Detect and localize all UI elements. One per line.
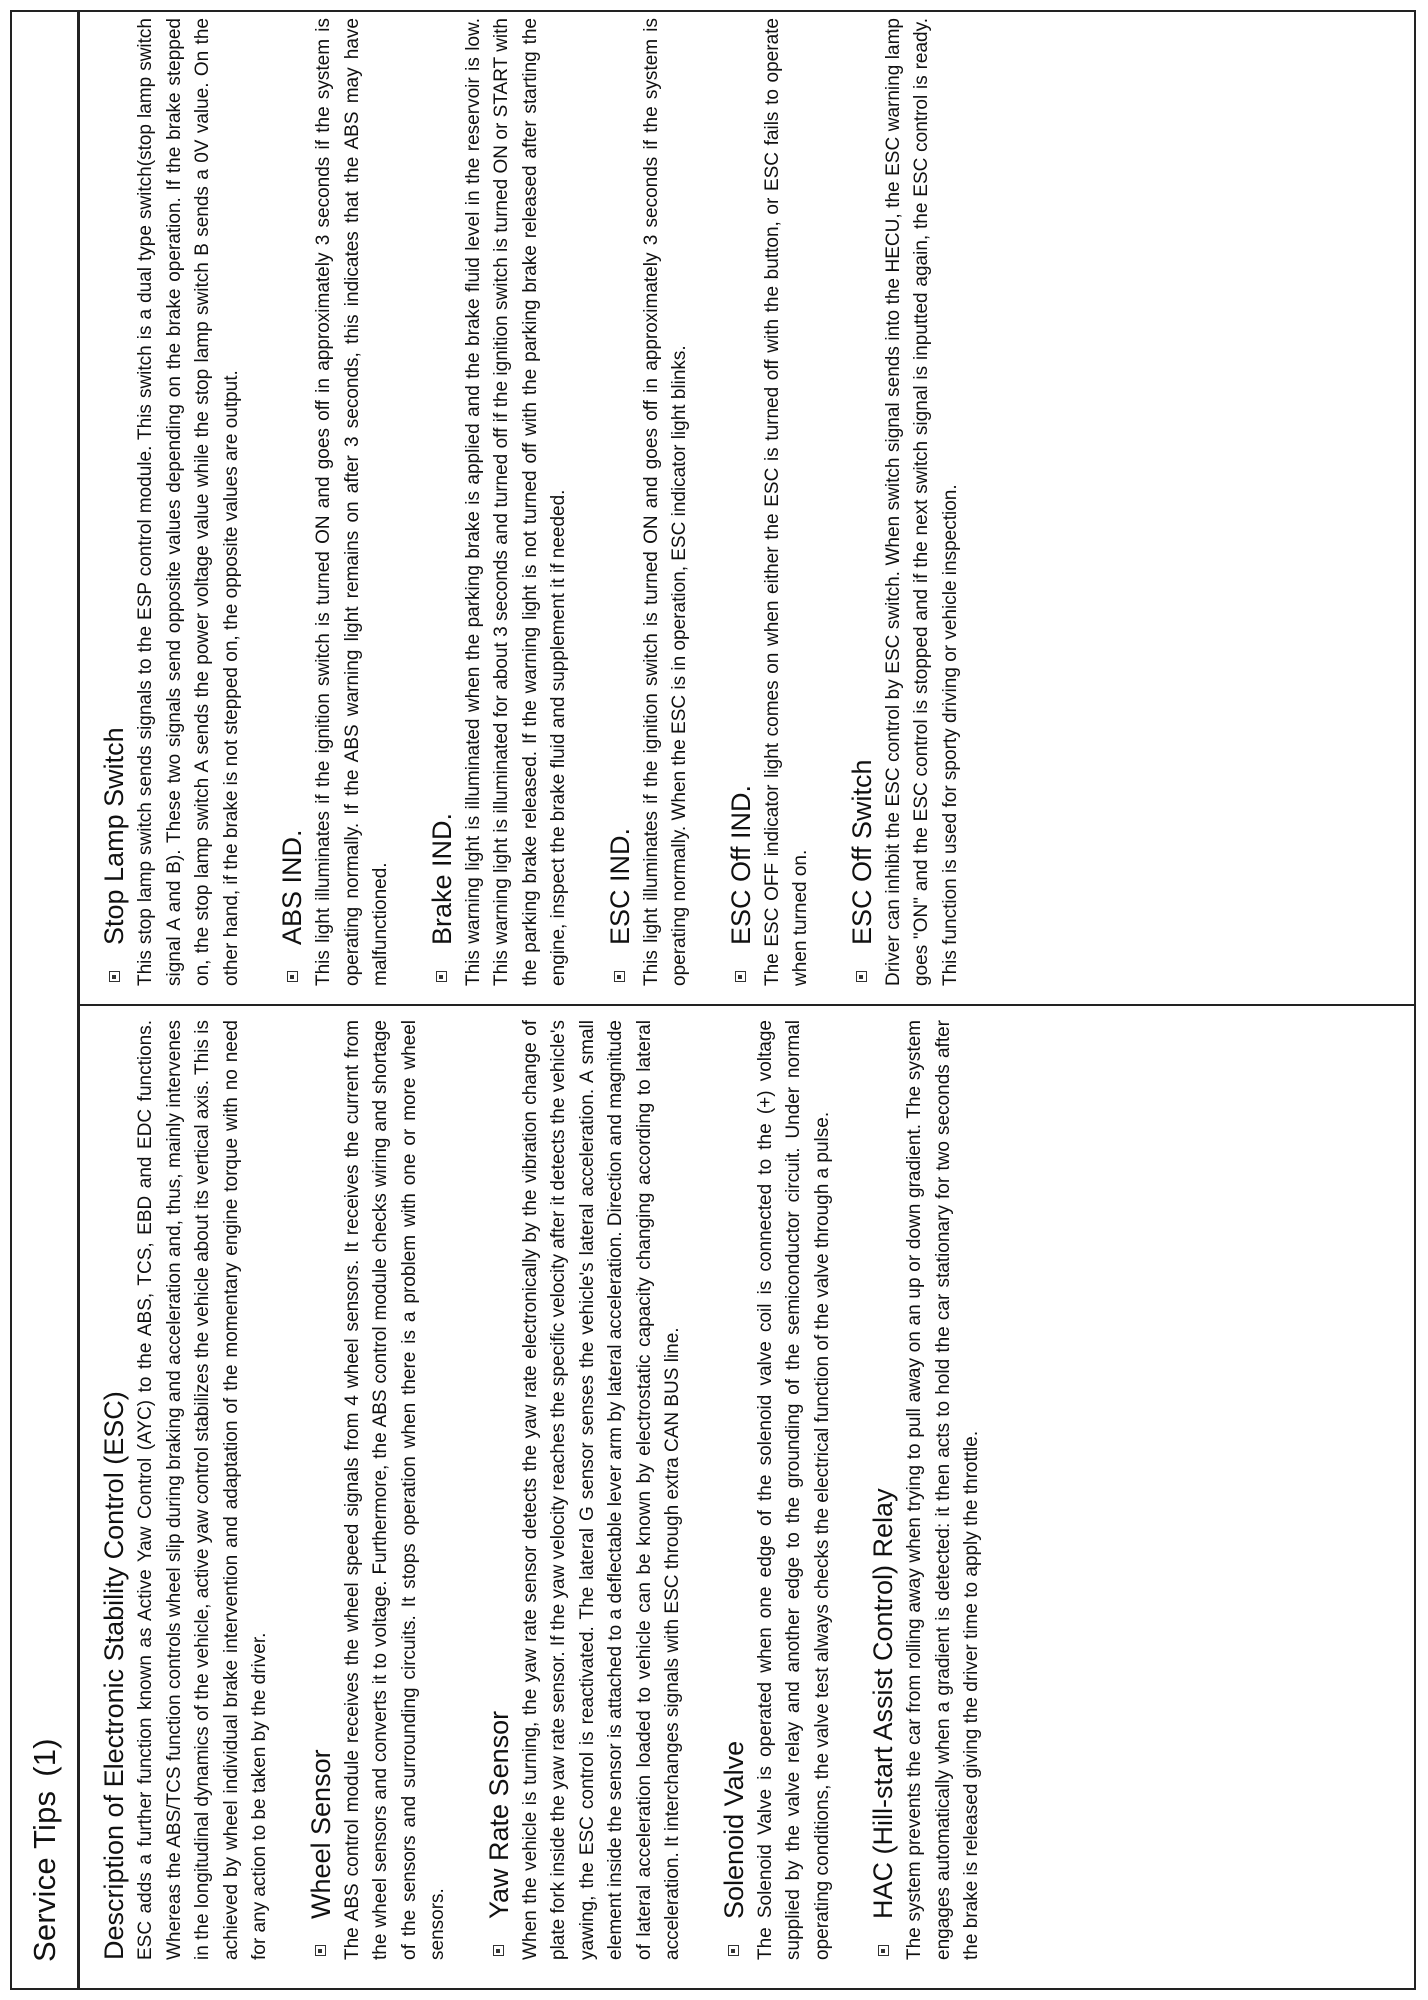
section-hac-relay (867, 1020, 987, 1960)
section-title: ESC Off IND. (725, 784, 756, 945)
square-bullet-icon (735, 971, 746, 982)
section-solenoid-valve (718, 1020, 838, 1960)
section-heading (718, 1020, 750, 1960)
section-body: This stop lamp switch sends signals to the ESP control module. This switch is a dual type switch(stop lamp switch signal A and B). These two signals send opposite values depending on the brake operation. If the brake stepped on, the stop lamp switch A sends the power voltage value while the stop lamp switch B sends a 0V value. On the other hand, if the brake is not stepped on, the opposite values are output. (135, 18, 242, 986)
section-body: This warning light is illuminated when the parking brake is applied and the brake fluid level in the reservoir is low. This warning light is illuminated for about 3 seconds and turned off if the ignition switch is turned ON or START with the parking brake released. If the warning light is not turned off with the parking brake released after starting the engine, inspect the brake fluid and supplement it if needed. (462, 18, 569, 986)
section-heading (846, 18, 878, 986)
section-body: The Solenoid Valve is operated when one edge of the solenoid valve coil is connected to the (+) voltage supplied by the valve relay and another edge to the grounding of the semiconductor circuit. Under normal operating conditions, the valve test always checks the electrical function of the valve through a pulse. (754, 1020, 833, 1960)
section-title: Brake IND. (426, 812, 457, 945)
section-heading (98, 18, 130, 986)
right-column (98, 18, 1404, 986)
page-title (27, 1738, 63, 1962)
section-body: The ESC OFF indicator light comes on when either the ESC is turned off with the button, or ESC fails to operate when turned on. (761, 18, 811, 986)
section-body: This light illuminates if the ignition switch is turned ON and goes off in approximately 3 seconds if the system is operating normally. When the ESC is in operation, ESC indicator light blinks. (640, 18, 690, 986)
section-brake-ind (426, 18, 574, 986)
section-stop-lamp-switch (98, 18, 246, 986)
square-bullet-icon (315, 1945, 326, 1956)
section-body: When the vehicle is turning, the yaw rate sensor detects the yaw rate electronically by the vibration change of plate fork inside the yaw rate sensor. If the yaw velocity reaches the specific velocity after it detects the vehicle's yawing, the ESC control is reactivated. The lateral G sensor senses the vehicle's lateral acceleration. A small element inside the sensor is attached to a deflectable lever arm by lateral acceleration. Direction and magnitude of lateral acceleration loaded to vehicle can be known by electrostatic capacity changing according to lateral acceleration. It interchanges signals with ESC through extra CAN BUS line. (519, 1020, 683, 1960)
section-body: The ABS control module receives the wheel speed signals from 4 wheel sensors. It receives the current from the wheel sensors and converts it to voltage. Furthermore, the ABS control module checks wiring and shortage of the sensors and surrounding circuits. It stops operation when there is a problem with one or more wheel sensors. (341, 1020, 448, 1960)
page-header (12, 12, 80, 1988)
section-esc-description (98, 1020, 275, 1960)
section-title: Yaw Rate Sensor (483, 1710, 514, 1919)
square-bullet-icon (614, 971, 625, 982)
square-bullet-icon (436, 971, 447, 982)
section-title: ABS IND. (277, 829, 307, 945)
section-title: HAC (Hill-start Assist Control) Relay (868, 1488, 898, 1919)
left-column (98, 1020, 1404, 1960)
section-heading (604, 18, 636, 986)
section-heading (483, 1020, 515, 1960)
column-divider (80, 1004, 1414, 1006)
square-bullet-icon (109, 971, 120, 982)
section-esc-off-switch (846, 18, 966, 986)
section-heading (98, 1020, 130, 1960)
section-title: Stop Lamp Switch (99, 727, 129, 945)
section-esc-ind (604, 18, 695, 986)
section-wheel-sensor (305, 1020, 453, 1960)
square-bullet-icon (287, 971, 298, 982)
section-heading (276, 18, 308, 986)
section-body: Driver can inhibit the ESC control by ESC switch. When switch signal sends into the HECU, the ESC warning lamp goes "ON" and the ESC control is stopped and if the next switch signal is inputted again, the ESC control is ready. This function is used for sporty driving or vehicle inspection. (882, 18, 961, 986)
section-body: ESC adds a further function known as Active Yaw Control (AYC) to the ABS, TCS, EBD and EDC functions. Whereas the ABS/TCS function controls wheel slip during braking and acceleration and, thus, mainly intervenes in the longitudinal dynamics of the vehicle, active yaw control stabilizes the vehicle about its vertical axis. This is achieved by wheel individual brake intervention and adaptation of the momentary engine torque with no need for any action to be taken by the driver. (135, 1020, 270, 1960)
section-title: Description of Electronic Stability Control (ESC) (99, 1391, 129, 1960)
section-title: Wheel Sensor (305, 1749, 336, 1919)
section-heading (725, 18, 757, 986)
section-body: This light illuminates if the ignition switch is turned ON and goes off in approximately 3 seconds if the system is operating normally. If the ABS warning light remains on after 3 seconds, this indicates that the ABS may have malfunctioned. (313, 18, 391, 986)
square-bullet-icon (856, 971, 867, 982)
section-heading (867, 1020, 899, 1960)
page-number: (1) (26, 1738, 62, 1777)
section-esc-off-ind (725, 18, 816, 986)
section-title: ESC IND. (604, 827, 635, 945)
section-heading (426, 18, 458, 986)
section-heading (305, 1020, 337, 1960)
page-frame (10, 10, 1416, 1990)
square-bullet-icon (728, 1945, 739, 1956)
section-title: ESC Off Switch (846, 759, 877, 945)
section-yaw-rate-sensor (483, 1020, 688, 1960)
square-bullet-icon (878, 1945, 889, 1956)
section-title: Solenoid Valve (718, 1740, 749, 1919)
page-title-text: Service Tips (26, 1790, 62, 1962)
square-bullet-icon (493, 1945, 504, 1956)
section-body: The system prevents the car from rolling away when trying to pull away on an up or down gradient. The system engages automatically when a gradient is detected: it then acts to hold the car stationary for two seconds after the brake is released giving the driver time to apply the throttle. (904, 1020, 982, 1960)
section-abs-ind (276, 18, 396, 986)
